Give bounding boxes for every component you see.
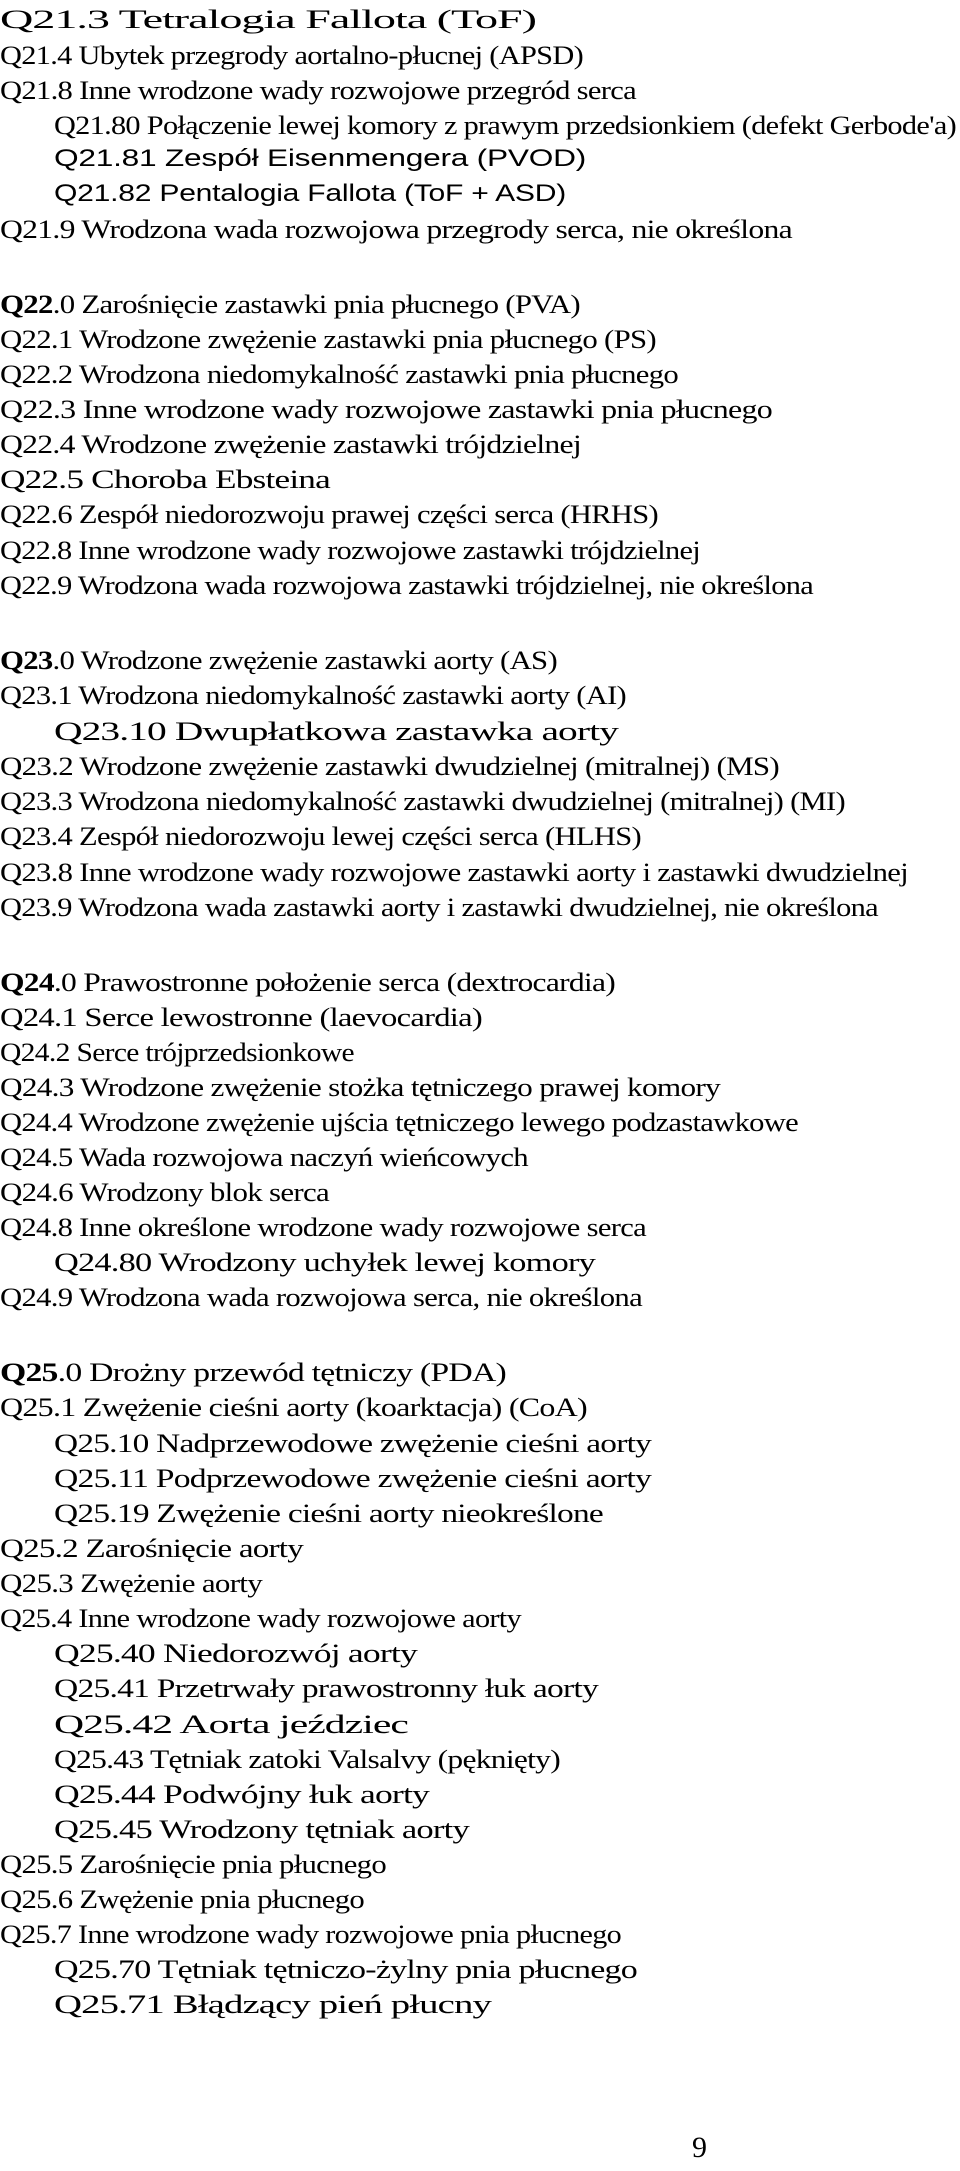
code-entry bbox=[0, 1882, 364, 1916]
icd-code: Q23.8 bbox=[0, 857, 73, 887]
icd-code: Q25.41 bbox=[54, 1673, 150, 1703]
icd-code: Q25.2 bbox=[0, 1533, 78, 1563]
description: Inne wrodzone wady rozwojowe aorty bbox=[78, 1603, 521, 1633]
code-entry bbox=[54, 1461, 651, 1495]
code-entry bbox=[54, 1777, 429, 1811]
icd-code: Q25.7 bbox=[0, 1919, 72, 1949]
description: Drożny przewód tętniczy (PDA) bbox=[89, 1357, 507, 1387]
code-entry bbox=[0, 1917, 621, 1951]
icd-code: Q22.3 bbox=[0, 394, 76, 424]
description: Zarośnięcie pnia płucnego bbox=[79, 1849, 387, 1879]
icd-code: Q22.5 bbox=[0, 464, 84, 494]
description: Pentalogia Fallota (ToF + ASD) bbox=[159, 180, 566, 207]
code-suffix: .0 bbox=[53, 967, 77, 997]
description: Inne wrodzone wady rozwojowe zastawki trójdzielnej bbox=[78, 535, 700, 565]
code-suffix: .0 bbox=[52, 645, 75, 675]
code-entry bbox=[54, 1987, 491, 2021]
description: Aorta jeździec bbox=[179, 1709, 408, 1739]
description: Wrodzony tętniak aorty bbox=[159, 1814, 469, 1844]
description: Wrodzone zwężenie zastawki trójdzielnej bbox=[81, 429, 581, 459]
icd-code: Q21.4 bbox=[0, 40, 72, 70]
description: Wrodzona wada zastawki aorty i zastawki dwudzielnej, nie określona bbox=[78, 892, 878, 922]
category-code: Q23 bbox=[0, 645, 53, 675]
icd-code: Q25.4 bbox=[0, 1603, 72, 1633]
category-code: Q24 bbox=[0, 967, 54, 997]
code-entry bbox=[54, 714, 618, 748]
description: Inne określone wrodzone wady rozwojowe serca bbox=[79, 1212, 647, 1242]
code-entry bbox=[0, 1355, 506, 1389]
icd-code: Q23.2 bbox=[0, 751, 73, 781]
icd-code: Q25.43 bbox=[54, 1744, 144, 1774]
description: Inne wrodzone wady rozwojowe zastawki aorty i zastawki dwudzielnej bbox=[79, 857, 908, 887]
description: Zwężenie cieśni aorty nieokreślone bbox=[156, 1498, 603, 1528]
code-suffix: .0 bbox=[52, 289, 75, 319]
code-entry bbox=[54, 1742, 560, 1776]
icd-code: Q22.1 bbox=[0, 324, 73, 354]
icd-code: Q24.9 bbox=[0, 1282, 73, 1312]
icd-code: Q21.82 bbox=[54, 180, 152, 207]
code-entry bbox=[0, 1601, 521, 1635]
code-entry bbox=[0, 2, 536, 36]
icd-code: Q24.3 bbox=[0, 1072, 74, 1102]
code-entry bbox=[54, 1671, 598, 1705]
description: Niedorozwój aorty bbox=[162, 1638, 417, 1668]
code-entry bbox=[0, 462, 330, 496]
icd-code: Q23.1 bbox=[0, 680, 72, 710]
code-entry bbox=[0, 1847, 386, 1881]
code-entry bbox=[0, 1390, 587, 1424]
description: Wrodzona wada rozwojowa serca, nie określona bbox=[78, 1282, 643, 1312]
icd-code: Q25.19 bbox=[54, 1498, 149, 1528]
code-entry bbox=[0, 568, 813, 602]
icd-code: Q24.5 bbox=[0, 1142, 73, 1172]
icd-code: Q22.4 bbox=[0, 429, 75, 459]
description: Ubytek przegrody aortalno-płucnej (APSD) bbox=[78, 40, 584, 70]
description: Wrodzone zwężenie ujścia tętniczego lewego podzastawkowe bbox=[78, 1107, 798, 1137]
icd-code: Q25.45 bbox=[54, 1814, 153, 1844]
description: Choroba Ebsteina bbox=[91, 464, 331, 494]
description: Wrodzone zwężenie stożka tętniczego prawej komory bbox=[80, 1072, 721, 1102]
code-entry bbox=[0, 1210, 646, 1244]
icd-code: Q24.8 bbox=[0, 1212, 73, 1242]
icd-code: Q23.3 bbox=[0, 786, 73, 816]
code-entry bbox=[0, 819, 641, 853]
description: Wada rozwojowa naczyń wieńcowych bbox=[78, 1142, 528, 1172]
code-entry bbox=[54, 1636, 417, 1670]
description: Wrodzona niedomykalność zastawki dwudzielnej (mitralnej) (MI) bbox=[78, 786, 846, 816]
description: Zespół niedorozwoju prawej części serca (HRHS) bbox=[78, 499, 658, 529]
code-entry bbox=[0, 1140, 528, 1174]
icd-code: Q25.42 bbox=[54, 1709, 173, 1739]
description: Wrodzona wada rozwojowa zastawki trójdzielnej, nie określona bbox=[77, 570, 814, 600]
description: Inne wrodzone wady rozwojowe pnia płucnego bbox=[77, 1919, 621, 1949]
icd-code: Q24.4 bbox=[0, 1107, 73, 1137]
icd-code: Q25.5 bbox=[0, 1849, 73, 1879]
description: Wrodzone zwężenie zastawki aorty (AS) bbox=[80, 645, 557, 675]
code-entry bbox=[54, 1426, 651, 1460]
icd-code: Q21.9 bbox=[0, 214, 75, 244]
code-entry bbox=[0, 1280, 642, 1314]
icd-code: Q23.10 bbox=[54, 716, 166, 746]
category-code: Q25 bbox=[0, 1357, 58, 1387]
code-entry bbox=[0, 1000, 482, 1034]
description: Wrodzona niedomykalność zastawki pnia płucnego bbox=[78, 359, 678, 389]
code-entry bbox=[0, 322, 656, 356]
code-entry bbox=[0, 392, 772, 426]
code-entry bbox=[54, 1496, 603, 1530]
icd-code: Q22.8 bbox=[0, 535, 72, 565]
code-entry bbox=[0, 38, 583, 72]
description: Zwężenie cieśni aorty (koarktacja) (CoA) bbox=[82, 1392, 587, 1422]
description: Zespół niedorozwoju lewej części serca (HLHS) bbox=[79, 821, 642, 851]
code-entry bbox=[0, 73, 636, 107]
code-entry bbox=[54, 1707, 408, 1741]
code-entry bbox=[0, 497, 658, 531]
description: Podwójny łuk aorty bbox=[162, 1779, 429, 1809]
description: Tetralogia Fallota (ToF) bbox=[118, 4, 537, 34]
code-entry bbox=[0, 643, 557, 677]
description: Dwupłatkowa zastawka aorty bbox=[174, 716, 619, 746]
description: Serce lewostronne (laevocardia) bbox=[84, 1002, 483, 1032]
code-entry bbox=[0, 1566, 262, 1600]
description: Zwężenie pnia płucnego bbox=[79, 1884, 365, 1914]
code-entry bbox=[0, 965, 615, 999]
icd-code: Q24.6 bbox=[0, 1177, 73, 1207]
code-entry bbox=[0, 1175, 329, 1209]
icd-code: Q21.8 bbox=[0, 75, 73, 105]
code-entry bbox=[0, 1531, 303, 1565]
code-entry bbox=[54, 108, 956, 142]
description: Wrodzone zwężenie zastawki dwudzielnej (mitralnej) (MS) bbox=[79, 751, 779, 781]
icd-code: Q25.40 bbox=[54, 1638, 155, 1668]
icd-code: Q21.80 bbox=[54, 110, 140, 140]
icd-code: Q25.71 bbox=[54, 1989, 164, 2019]
code-entry bbox=[54, 177, 566, 211]
icd-code: Q25.1 bbox=[0, 1392, 76, 1422]
description: Połączenie lewej komory z prawym przedsionkiem (defekt Gerbode'a) bbox=[146, 110, 957, 140]
code-entry bbox=[0, 678, 626, 712]
icd-code: Q25.44 bbox=[54, 1779, 155, 1809]
code-suffix: .0 bbox=[57, 1357, 82, 1387]
code-entry bbox=[0, 212, 792, 246]
code-entry bbox=[54, 1812, 469, 1846]
description: Inne wrodzone wady rozwojowe zastawki pnia płucnego bbox=[82, 394, 773, 424]
description: Błądzący pień płucny bbox=[172, 1989, 491, 2019]
description: Zarośnięcie aorty bbox=[85, 1533, 304, 1563]
icd-code: Q22.2 bbox=[0, 359, 73, 389]
code-entry bbox=[0, 427, 581, 461]
description: Wrodzona niedomykalność zastawki aorty (AI) bbox=[78, 680, 627, 710]
code-entry bbox=[54, 142, 586, 176]
code-entry bbox=[54, 1245, 595, 1279]
description: Wrodzone zwężenie zastawki pnia płucnego (PS) bbox=[79, 324, 657, 354]
code-entry bbox=[54, 1952, 637, 1986]
description: Podprzewodowe zwężenie cieśni aorty bbox=[155, 1463, 651, 1493]
icd-code: Q25.10 bbox=[54, 1428, 149, 1458]
description: Nadprzewodowe zwężenie cieśni aorty bbox=[156, 1428, 651, 1458]
description: Zespół Eisenmengera (PVOD) bbox=[164, 145, 586, 172]
description: Tętniak tętniczo-żylny pnia płucnego bbox=[157, 1954, 638, 1984]
description: Wrodzony uchyłek lewej komory bbox=[158, 1247, 595, 1277]
description: Tętniak zatoki Valsalvy (pęknięty) bbox=[149, 1744, 560, 1774]
category-code: Q22 bbox=[0, 289, 53, 319]
code-entry bbox=[0, 1035, 354, 1069]
code-entry bbox=[0, 287, 580, 321]
code-entry bbox=[0, 1070, 720, 1104]
code-entry bbox=[0, 533, 700, 567]
icd-code: Q22.6 bbox=[0, 499, 72, 529]
icd-code: Q23.4 bbox=[0, 821, 73, 851]
code-entry bbox=[0, 890, 878, 924]
description: Wrodzony blok serca bbox=[79, 1177, 330, 1207]
icd-code: Q23.9 bbox=[0, 892, 72, 922]
icd-code: Q25.6 bbox=[0, 1884, 73, 1914]
description: Wrodzona wada rozwojowa przegrody serca, nie określona bbox=[81, 214, 793, 244]
description: Serce trójprzedsionkowe bbox=[76, 1037, 354, 1067]
icd-code: Q25.70 bbox=[54, 1954, 151, 1984]
code-entry bbox=[0, 784, 845, 818]
icd-code: Q21.3 bbox=[0, 4, 109, 34]
description: Zwężenie aorty bbox=[80, 1568, 263, 1598]
icd-code: Q24.80 bbox=[54, 1247, 152, 1277]
icd-code: Q21.81 bbox=[54, 145, 157, 172]
page-number: 9 bbox=[692, 2131, 707, 2164]
code-entry bbox=[0, 749, 779, 783]
code-entry bbox=[0, 357, 678, 391]
icd-code: Q22.9 bbox=[0, 570, 72, 600]
description: Zarośnięcie zastawki pnia płucnego (PVA) bbox=[81, 289, 580, 319]
icd-code: Q25.11 bbox=[54, 1463, 149, 1493]
icd-code: Q24.2 bbox=[0, 1037, 70, 1067]
code-entry bbox=[0, 855, 908, 889]
description: Prawostronne położenie serca (dextrocardia) bbox=[83, 967, 616, 997]
icd-code: Q24.1 bbox=[0, 1002, 77, 1032]
description: Inne wrodzone wady rozwojowe przegród serca bbox=[79, 75, 636, 105]
code-entry bbox=[0, 1105, 798, 1139]
icd-code: Q25.3 bbox=[0, 1568, 74, 1598]
description: Przetrwały prawostronny łuk aorty bbox=[156, 1673, 599, 1703]
